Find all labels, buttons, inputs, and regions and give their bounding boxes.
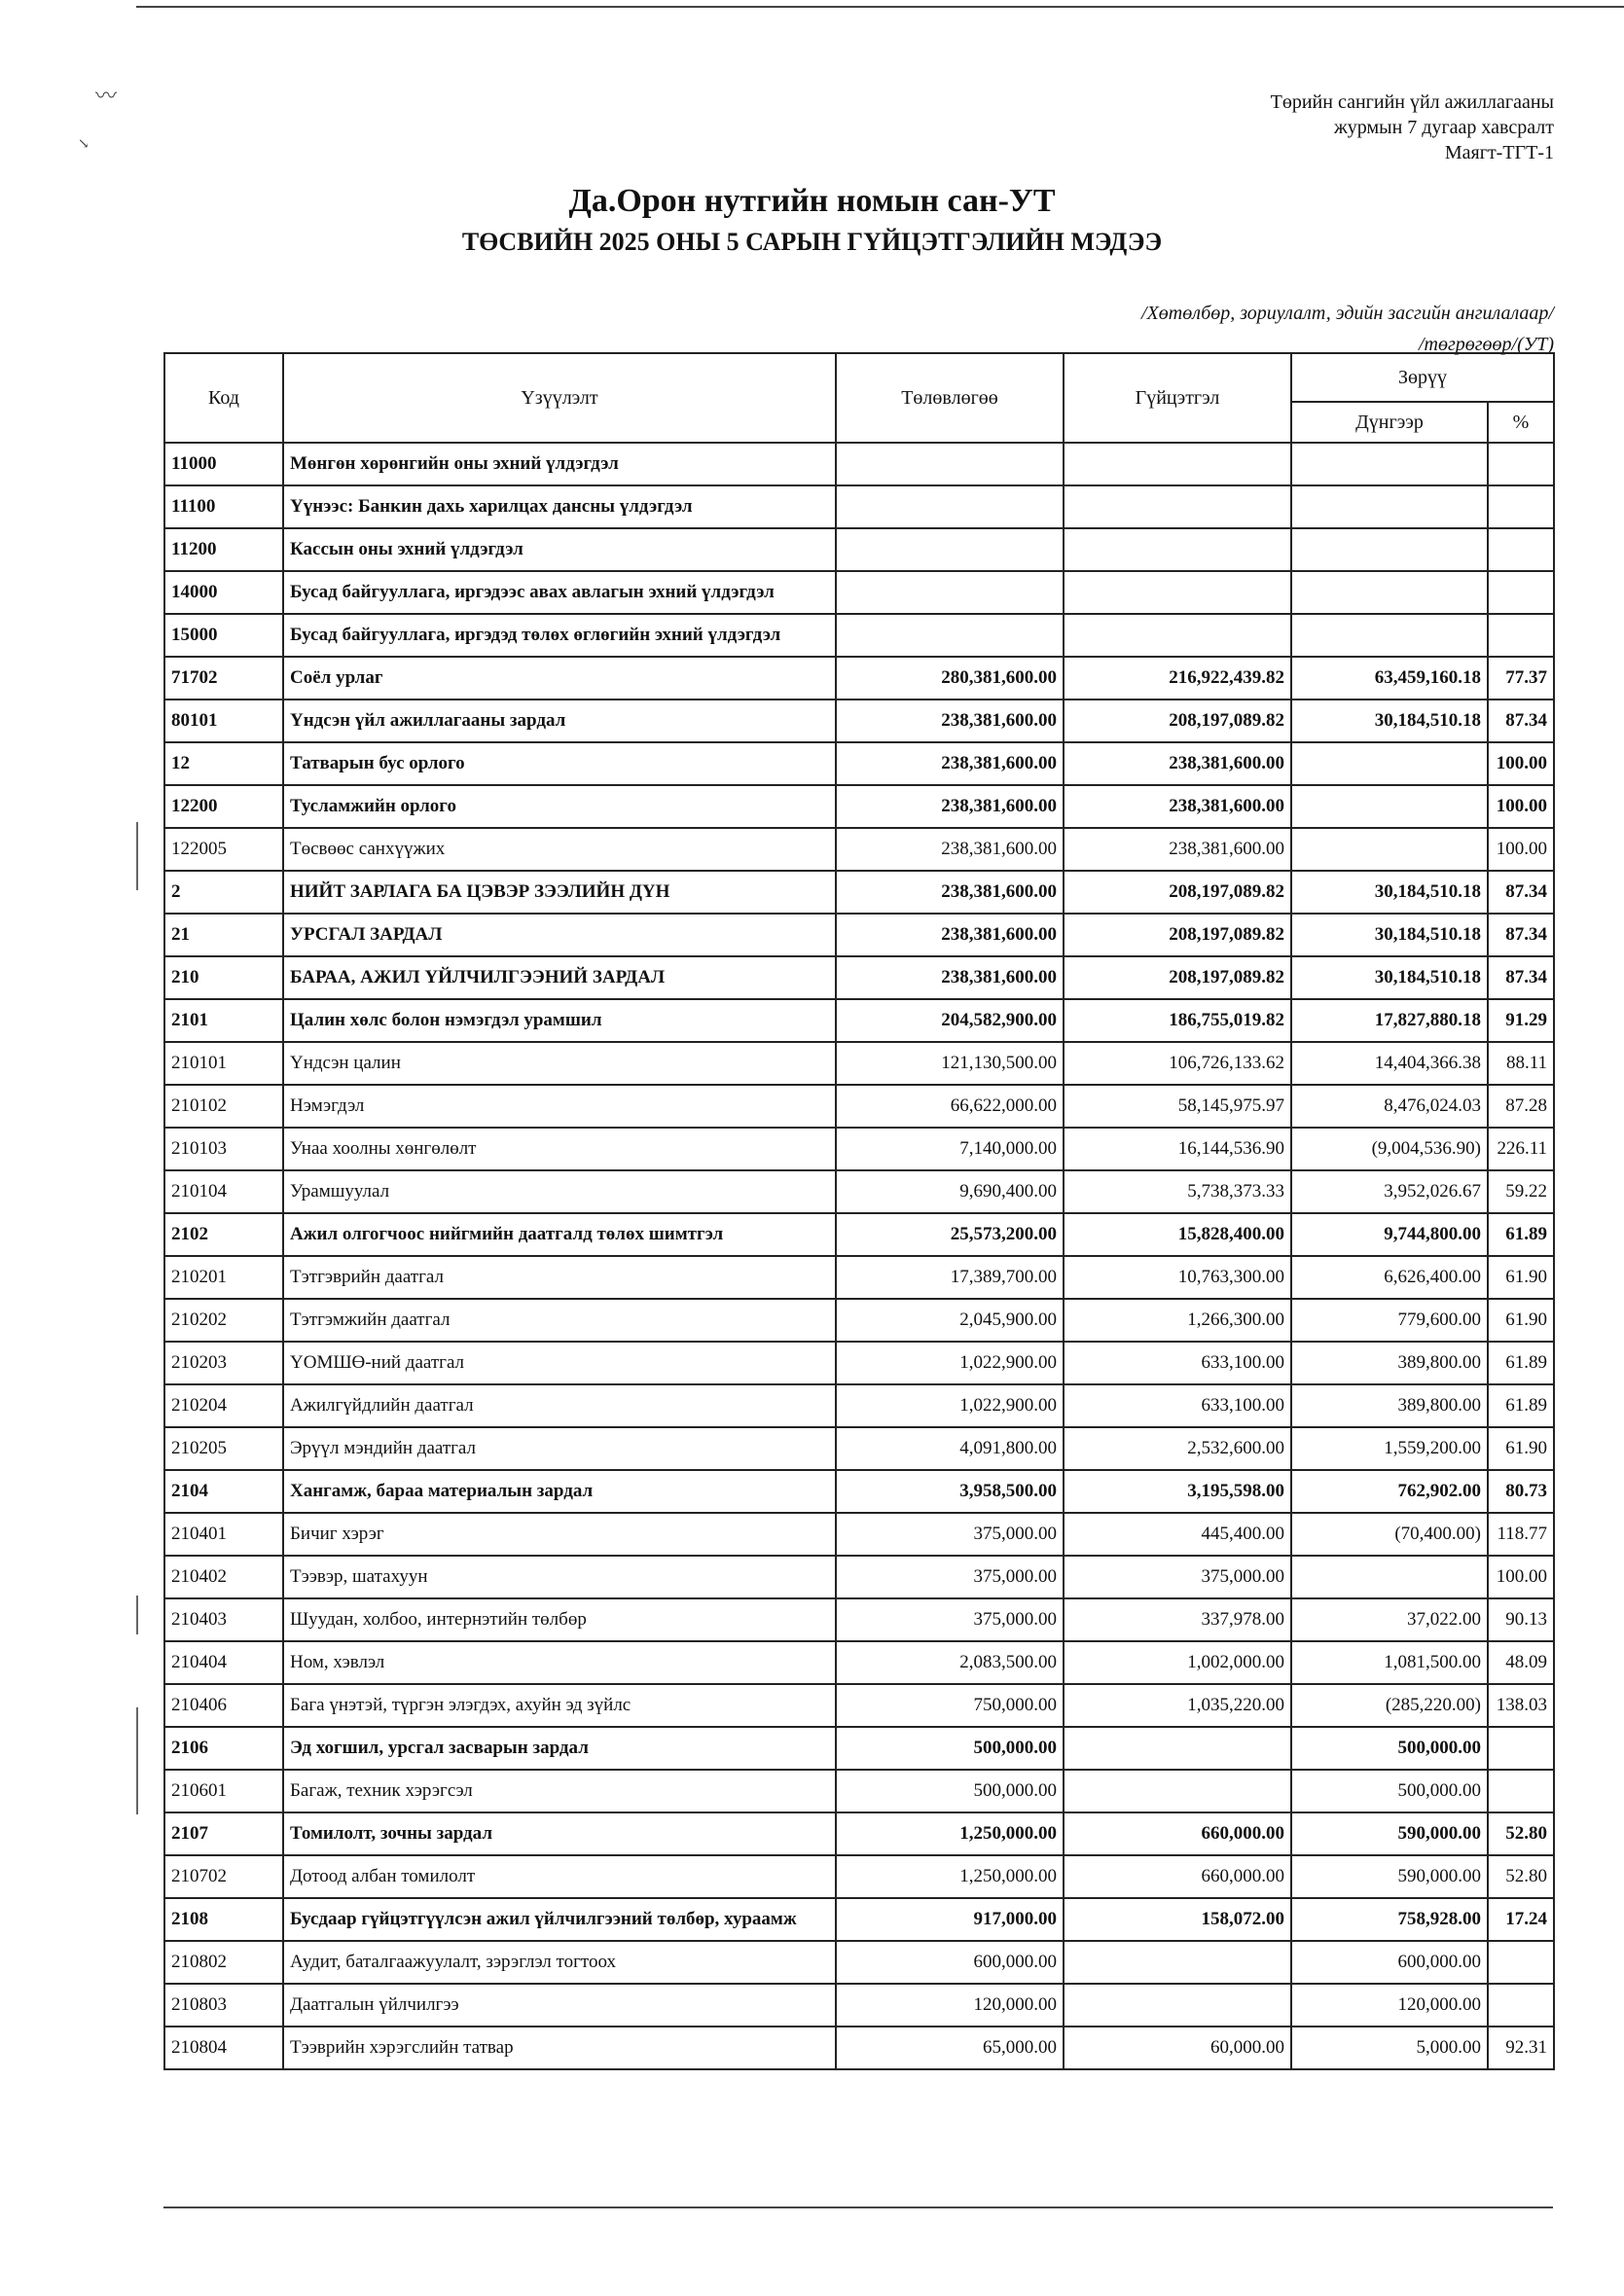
table-row — [164, 828, 1554, 871]
cell-plan: 238,381,600.00 — [836, 785, 1064, 828]
cell-code: 12200 — [164, 785, 283, 828]
cell-actual — [1064, 443, 1291, 485]
table-row — [164, 1213, 1554, 1256]
cell-diff: 1,081,500.00 — [1291, 1641, 1488, 1684]
cell-actual: 208,197,089.82 — [1064, 956, 1291, 999]
table-row — [164, 485, 1554, 528]
cell-code: 2108 — [164, 1898, 283, 1941]
cell-pct: 100.00 — [1488, 1556, 1554, 1598]
cell-name: УРСГАЛ ЗАРДАЛ — [283, 914, 836, 956]
cell-actual — [1064, 528, 1291, 571]
cell-code: 210406 — [164, 1684, 283, 1727]
cell-actual: 1,266,300.00 — [1064, 1299, 1291, 1342]
table-row — [164, 1812, 1554, 1855]
cell-diff — [1291, 443, 1488, 485]
cell-diff: 590,000.00 — [1291, 1855, 1488, 1898]
cell-plan — [836, 528, 1064, 571]
cell-plan: 65,000.00 — [836, 2027, 1064, 2069]
cell-pct: 61.89 — [1488, 1342, 1554, 1384]
cell-code: 11200 — [164, 528, 283, 571]
cell-code: 210804 — [164, 2027, 283, 2069]
cell-name: Үндсэн үйл ажиллагааны зардал — [283, 700, 836, 742]
table-row — [164, 1898, 1554, 1941]
cell-actual — [1064, 1984, 1291, 2027]
table-row — [164, 1042, 1554, 1085]
cell-name: Ном, хэвлэл — [283, 1641, 836, 1684]
cell-name: Унаа хоолны хөнгөлөлт — [283, 1128, 836, 1170]
cell-name: Хангамж, бараа материалын зардал — [283, 1470, 836, 1513]
cell-code: 2104 — [164, 1470, 283, 1513]
cell-pct — [1488, 1770, 1554, 1812]
margin-mark — [136, 1707, 138, 1814]
classification-line: /төгрөгөөр/(УТ) — [1418, 334, 1554, 355]
table-row — [164, 1470, 1554, 1513]
table-row — [164, 2027, 1554, 2069]
cell-name: БАРАА, АЖИЛ ҮЙЛЧИЛГЭЭНИЙ ЗАРДАЛ — [283, 956, 836, 999]
cell-plan: 375,000.00 — [836, 1598, 1064, 1641]
cell-code: 15000 — [164, 614, 283, 657]
scan-mark: 〰 — [95, 84, 118, 108]
cell-actual: 216,922,439.82 — [1064, 657, 1291, 700]
table-row — [164, 1128, 1554, 1170]
table-row — [164, 1684, 1554, 1727]
cell-code: 12 — [164, 742, 283, 785]
margin-mark — [136, 1596, 138, 1634]
cell-actual: 16,144,536.90 — [1064, 1128, 1291, 1170]
cell-code: 210104 — [164, 1170, 283, 1213]
cell-code: 210103 — [164, 1128, 283, 1170]
cell-pct: 87.34 — [1488, 914, 1554, 956]
cell-name: Тэтгэмжийн даатгал — [283, 1299, 836, 1342]
cell-plan: 3,958,500.00 — [836, 1470, 1064, 1513]
cell-diff: 762,902.00 — [1291, 1470, 1488, 1513]
classification-note — [1141, 298, 1554, 360]
cell-diff: 5,000.00 — [1291, 2027, 1488, 2069]
cell-plan: 17,389,700.00 — [836, 1256, 1064, 1299]
table-row — [164, 443, 1554, 485]
cell-pct — [1488, 1941, 1554, 1984]
cell-actual: 208,197,089.82 — [1064, 914, 1291, 956]
cell-code: 210101 — [164, 1042, 283, 1085]
table-row — [164, 1513, 1554, 1556]
header-difference-percent: % — [1488, 402, 1554, 443]
cell-name: Татварын бус орлого — [283, 742, 836, 785]
cell-pct: 77.37 — [1488, 657, 1554, 700]
table-row — [164, 999, 1554, 1042]
cell-actual: 10,763,300.00 — [1064, 1256, 1291, 1299]
cell-actual: 238,381,600.00 — [1064, 828, 1291, 871]
cell-plan: 2,083,500.00 — [836, 1641, 1064, 1684]
budget-execution-table — [163, 352, 1555, 2070]
cell-name: Ажил олгогчоос нийгмийн даатгалд төлөх шимтгэл — [283, 1213, 836, 1256]
cell-name: Тэтгэврийн даатгал — [283, 1256, 836, 1299]
document-subtitle: ТӨСВИЙН 2025 ОНЫ 5 САРЫН ГҮЙЦЭТГЭЛИЙН МЭДЭЭ — [461, 228, 1163, 256]
cell-plan — [836, 443, 1064, 485]
cell-diff — [1291, 785, 1488, 828]
cell-plan: 500,000.00 — [836, 1727, 1064, 1770]
table-row — [164, 1941, 1554, 1984]
cell-pct: 87.34 — [1488, 700, 1554, 742]
cell-diff: 30,184,510.18 — [1291, 914, 1488, 956]
cell-actual: 15,828,400.00 — [1064, 1213, 1291, 1256]
cell-actual: 445,400.00 — [1064, 1513, 1291, 1556]
cell-diff — [1291, 1556, 1488, 1598]
cell-plan: 7,140,000.00 — [836, 1128, 1064, 1170]
cell-actual: 633,100.00 — [1064, 1342, 1291, 1384]
cell-name: Бичиг хэрэг — [283, 1513, 836, 1556]
cell-diff: 779,600.00 — [1291, 1299, 1488, 1342]
cell-pct — [1488, 571, 1554, 614]
table-row — [164, 1085, 1554, 1128]
cell-diff: 63,459,160.18 — [1291, 657, 1488, 700]
cell-pct: 100.00 — [1488, 742, 1554, 785]
cell-pct: 88.11 — [1488, 1042, 1554, 1085]
cell-plan: 238,381,600.00 — [836, 828, 1064, 871]
cell-code: 2107 — [164, 1812, 283, 1855]
cell-code: 80101 — [164, 700, 283, 742]
cell-diff: 9,744,800.00 — [1291, 1213, 1488, 1256]
cell-code: 2 — [164, 871, 283, 914]
cell-pct: 61.89 — [1488, 1213, 1554, 1256]
cell-code: 2102 — [164, 1213, 283, 1256]
cell-pct: 59.22 — [1488, 1170, 1554, 1213]
cell-diff — [1291, 742, 1488, 785]
cell-plan — [836, 571, 1064, 614]
cell-plan: 238,381,600.00 — [836, 742, 1064, 785]
cell-code: 210205 — [164, 1427, 283, 1470]
cell-name: Цалин хөлс болон нэмэгдэл урамшил — [283, 999, 836, 1042]
cell-diff — [1291, 571, 1488, 614]
cell-actual: 186,755,019.82 — [1064, 999, 1291, 1042]
cell-pct — [1488, 443, 1554, 485]
cell-diff: (285,220.00) — [1291, 1684, 1488, 1727]
cell-diff: 758,928.00 — [1291, 1898, 1488, 1941]
cell-plan: 375,000.00 — [836, 1513, 1064, 1556]
cell-code: 71702 — [164, 657, 283, 700]
margin-mark — [136, 822, 138, 890]
table-row — [164, 1427, 1554, 1470]
cell-pct: 87.34 — [1488, 871, 1554, 914]
cell-pct: 61.90 — [1488, 1299, 1554, 1342]
cell-code: 210702 — [164, 1855, 283, 1898]
cell-name: Даатгалын үйлчилгээ — [283, 1984, 836, 2027]
cell-code: 210803 — [164, 1984, 283, 2027]
table-row — [164, 1855, 1554, 1898]
cell-code: 210601 — [164, 1770, 283, 1812]
form-reference-line: журмын 7 дугаар хавсралт — [1333, 117, 1554, 138]
header-indicator: Үзүүлэлт — [283, 353, 836, 443]
cell-code: 11000 — [164, 443, 283, 485]
cell-diff: 500,000.00 — [1291, 1770, 1488, 1812]
cell-code: 210203 — [164, 1342, 283, 1384]
cell-name: Эд хогшил, урсгал засварын зардал — [283, 1727, 836, 1770]
cell-plan: 2,045,900.00 — [836, 1299, 1064, 1342]
cell-name: Аудит, баталгаажуулалт, зэрэглэл тогтоох — [283, 1941, 836, 1984]
cell-plan: 121,130,500.00 — [836, 1042, 1064, 1085]
cell-diff: 30,184,510.18 — [1291, 956, 1488, 999]
cell-name: Тээврийн хэрэгслийн татвар — [283, 2027, 836, 2069]
cell-pct: 80.73 — [1488, 1470, 1554, 1513]
cell-diff: (9,004,536.90) — [1291, 1128, 1488, 1170]
table-row — [164, 956, 1554, 999]
cell-diff: 1,559,200.00 — [1291, 1427, 1488, 1470]
cell-pct: 61.90 — [1488, 1256, 1554, 1299]
cell-plan: 600,000.00 — [836, 1941, 1064, 1984]
cell-actual: 660,000.00 — [1064, 1855, 1291, 1898]
table-row — [164, 1641, 1554, 1684]
cell-code: 210 — [164, 956, 283, 999]
cell-code: 210102 — [164, 1085, 283, 1128]
cell-plan: 1,250,000.00 — [836, 1812, 1064, 1855]
table-row — [164, 1256, 1554, 1299]
cell-actual — [1064, 1727, 1291, 1770]
cell-actual: 106,726,133.62 — [1064, 1042, 1291, 1085]
table-body — [164, 443, 1554, 2069]
cell-pct: 52.80 — [1488, 1812, 1554, 1855]
table-row — [164, 1727, 1554, 1770]
cell-code: 210202 — [164, 1299, 283, 1342]
cell-name: Мөнгөн хөрөнгийн оны эхний үлдэгдэл — [283, 443, 836, 485]
cell-pct: 17.24 — [1488, 1898, 1554, 1941]
cell-name: Шуудан, холбоо, интернэтийн төлбөр — [283, 1598, 836, 1641]
cell-name: Үүнээс: Банкин дахь харилцах дансны үлдэгдэл — [283, 485, 836, 528]
cell-pct: 138.03 — [1488, 1684, 1554, 1727]
cell-name: Бусдаар гүйцэтгүүлсэн ажил үйлчилгээний төлбөр, хураамж — [283, 1898, 836, 1941]
table-row — [164, 1984, 1554, 2027]
cell-actual: 5,738,373.33 — [1064, 1170, 1291, 1213]
cell-plan: 238,381,600.00 — [836, 914, 1064, 956]
cell-plan: 204,582,900.00 — [836, 999, 1064, 1042]
cell-plan: 25,573,200.00 — [836, 1213, 1064, 1256]
cell-pct: 61.89 — [1488, 1384, 1554, 1427]
cell-actual — [1064, 485, 1291, 528]
cell-actual: 208,197,089.82 — [1064, 871, 1291, 914]
cell-name: Бусад байгууллага, иргэдээс авах авлагын эхний үлдэгдэл — [283, 571, 836, 614]
header-plan: Төлөвлөгөө — [836, 353, 1064, 443]
cell-name: Үндсэн цалин — [283, 1042, 836, 1085]
table-row — [164, 700, 1554, 742]
cell-name: Бага үнэтэй, түргэн элэгдэх, ахуйн эд зүйлс — [283, 1684, 836, 1727]
cell-name: Эрүүл мэндийн даатгал — [283, 1427, 836, 1470]
cell-pct: 91.29 — [1488, 999, 1554, 1042]
cell-code: 210204 — [164, 1384, 283, 1427]
table-row — [164, 914, 1554, 956]
cell-plan: 238,381,600.00 — [836, 871, 1064, 914]
cell-name: Нэмэгдэл — [283, 1085, 836, 1128]
cell-diff — [1291, 485, 1488, 528]
table-row — [164, 1342, 1554, 1384]
cell-diff: 500,000.00 — [1291, 1727, 1488, 1770]
table-row — [164, 871, 1554, 914]
cell-code: 21 — [164, 914, 283, 956]
cell-pct — [1488, 614, 1554, 657]
cell-code: 210404 — [164, 1641, 283, 1684]
cell-diff: (70,400.00) — [1291, 1513, 1488, 1556]
cell-pct: 226.11 — [1488, 1128, 1554, 1170]
cell-diff: 3,952,026.67 — [1291, 1170, 1488, 1213]
cell-actual: 208,197,089.82 — [1064, 700, 1291, 742]
cell-actual: 1,035,220.00 — [1064, 1684, 1291, 1727]
cell-diff: 17,827,880.18 — [1291, 999, 1488, 1042]
cell-plan: 750,000.00 — [836, 1684, 1064, 1727]
cell-code: 210403 — [164, 1598, 283, 1641]
table-row — [164, 1384, 1554, 1427]
cell-diff: 600,000.00 — [1291, 1941, 1488, 1984]
cell-plan: 500,000.00 — [836, 1770, 1064, 1812]
cell-pct: 90.13 — [1488, 1598, 1554, 1641]
cell-diff: 389,800.00 — [1291, 1384, 1488, 1427]
cell-plan: 1,250,000.00 — [836, 1855, 1064, 1898]
cell-diff: 6,626,400.00 — [1291, 1256, 1488, 1299]
cell-name: Багаж, техник хэрэгсэл — [283, 1770, 836, 1812]
cell-name: Дотоод албан томилолт — [283, 1855, 836, 1898]
form-reference — [1271, 90, 1554, 165]
table-row — [164, 1299, 1554, 1342]
cell-pct — [1488, 528, 1554, 571]
cell-pct — [1488, 1727, 1554, 1770]
cell-code: 210401 — [164, 1513, 283, 1556]
cell-pct — [1488, 485, 1554, 528]
cell-code: 210402 — [164, 1556, 283, 1598]
cell-plan: 9,690,400.00 — [836, 1170, 1064, 1213]
cell-actual: 337,978.00 — [1064, 1598, 1291, 1641]
header-difference: Зөрүү — [1291, 353, 1554, 402]
cell-pct — [1488, 1984, 1554, 2027]
table-row — [164, 1770, 1554, 1812]
cell-actual: 633,100.00 — [1064, 1384, 1291, 1427]
cell-code: 2101 — [164, 999, 283, 1042]
cell-pct: 118.77 — [1488, 1513, 1554, 1556]
cell-actual: 2,532,600.00 — [1064, 1427, 1291, 1470]
document-title-block — [0, 181, 1624, 263]
table-row — [164, 528, 1554, 571]
classification-line: /Хөтөлбөр, зориулалт, эдийн засгийн ангилалаар/ — [1141, 303, 1554, 324]
table-row — [164, 785, 1554, 828]
cell-actual: 1,002,000.00 — [1064, 1641, 1291, 1684]
table-row — [164, 1170, 1554, 1213]
cell-actual — [1064, 571, 1291, 614]
cell-diff: 8,476,024.03 — [1291, 1085, 1488, 1128]
cell-diff — [1291, 828, 1488, 871]
cell-plan: 1,022,900.00 — [836, 1342, 1064, 1384]
cell-pct: 100.00 — [1488, 785, 1554, 828]
form-reference-line: Маягт-ТГТ-1 — [1444, 142, 1554, 163]
cell-plan: 66,622,000.00 — [836, 1085, 1064, 1128]
cell-pct: 48.09 — [1488, 1641, 1554, 1684]
cell-plan: 375,000.00 — [836, 1556, 1064, 1598]
cell-diff: 389,800.00 — [1291, 1342, 1488, 1384]
cell-plan — [836, 485, 1064, 528]
cell-code: 11100 — [164, 485, 283, 528]
cell-name: Ажилгүйдлийн даатгал — [283, 1384, 836, 1427]
cell-plan: 1,022,900.00 — [836, 1384, 1064, 1427]
cell-diff: 30,184,510.18 — [1291, 700, 1488, 742]
cell-pct: 61.90 — [1488, 1427, 1554, 1470]
cell-plan: 917,000.00 — [836, 1898, 1064, 1941]
header-actual: Гүйцэтгэл — [1064, 353, 1291, 443]
cell-actual: 3,195,598.00 — [1064, 1470, 1291, 1513]
cell-actual: 660,000.00 — [1064, 1812, 1291, 1855]
cell-plan — [836, 614, 1064, 657]
top-scan-border — [136, 6, 1624, 8]
cell-code: 2106 — [164, 1727, 283, 1770]
cell-diff: 37,022.00 — [1291, 1598, 1488, 1641]
cell-diff: 120,000.00 — [1291, 1984, 1488, 2027]
cell-code: 122005 — [164, 828, 283, 871]
cell-plan: 120,000.00 — [836, 1984, 1064, 2027]
table-row — [164, 1556, 1554, 1598]
cell-code: 14000 — [164, 571, 283, 614]
cell-actual: 58,145,975.97 — [1064, 1085, 1291, 1128]
cell-actual — [1064, 614, 1291, 657]
cell-actual — [1064, 1770, 1291, 1812]
cell-plan: 280,381,600.00 — [836, 657, 1064, 700]
cell-diff: 590,000.00 — [1291, 1812, 1488, 1855]
cell-name: Соёл урлаг — [283, 657, 836, 700]
cell-actual: 60,000.00 — [1064, 2027, 1291, 2069]
cell-plan: 238,381,600.00 — [836, 956, 1064, 999]
cell-actual — [1064, 1941, 1291, 1984]
cell-name: Томилолт, зочны зардал — [283, 1812, 836, 1855]
cell-diff — [1291, 528, 1488, 571]
cell-name: НИЙТ ЗАРЛАГА БА ЦЭВЭР ЗЭЭЛИЙН ДҮН — [283, 871, 836, 914]
cell-pct: 87.34 — [1488, 956, 1554, 999]
cell-name: ҮОМШӨ-ний даатгал — [283, 1342, 836, 1384]
table-row — [164, 742, 1554, 785]
table-row — [164, 657, 1554, 700]
cell-diff: 14,404,366.38 — [1291, 1042, 1488, 1085]
cell-actual: 238,381,600.00 — [1064, 785, 1291, 828]
cell-name: Урамшуулал — [283, 1170, 836, 1213]
cell-name: Төсвөөс санхүүжих — [283, 828, 836, 871]
cell-name: Кассын оны эхний үлдэгдэл — [283, 528, 836, 571]
table-row — [164, 571, 1554, 614]
cell-actual: 238,381,600.00 — [1064, 742, 1291, 785]
form-reference-line: Төрийн сангийн үйл ажиллагааны — [1270, 91, 1554, 113]
cell-plan: 238,381,600.00 — [836, 700, 1064, 742]
cell-diff — [1291, 614, 1488, 657]
cell-code: 210201 — [164, 1256, 283, 1299]
document-title: Да.Орон нутгийн номын сан-УТ — [568, 183, 1056, 219]
header-difference-amount: Дүнгээр — [1291, 402, 1488, 443]
cell-name: Тээвэр, шатахуун — [283, 1556, 836, 1598]
scan-mark: ↘ — [78, 137, 90, 152]
cell-plan: 4,091,800.00 — [836, 1427, 1064, 1470]
cell-pct: 52.80 — [1488, 1855, 1554, 1898]
cell-name: Тусламжийн орлого — [283, 785, 836, 828]
cell-pct: 92.31 — [1488, 2027, 1554, 2069]
cell-pct: 87.28 — [1488, 1085, 1554, 1128]
cell-diff: 30,184,510.18 — [1291, 871, 1488, 914]
cell-name: Бусад байгууллага, иргэдэд төлөх өглөгийн эхний үлдэгдэл — [283, 614, 836, 657]
bottom-rule — [163, 2206, 1553, 2208]
header-code: Код — [164, 353, 283, 443]
cell-code: 210802 — [164, 1941, 283, 1984]
table-row — [164, 614, 1554, 657]
cell-actual: 158,072.00 — [1064, 1898, 1291, 1941]
table-row — [164, 1598, 1554, 1641]
cell-pct: 100.00 — [1488, 828, 1554, 871]
cell-actual: 375,000.00 — [1064, 1556, 1291, 1598]
